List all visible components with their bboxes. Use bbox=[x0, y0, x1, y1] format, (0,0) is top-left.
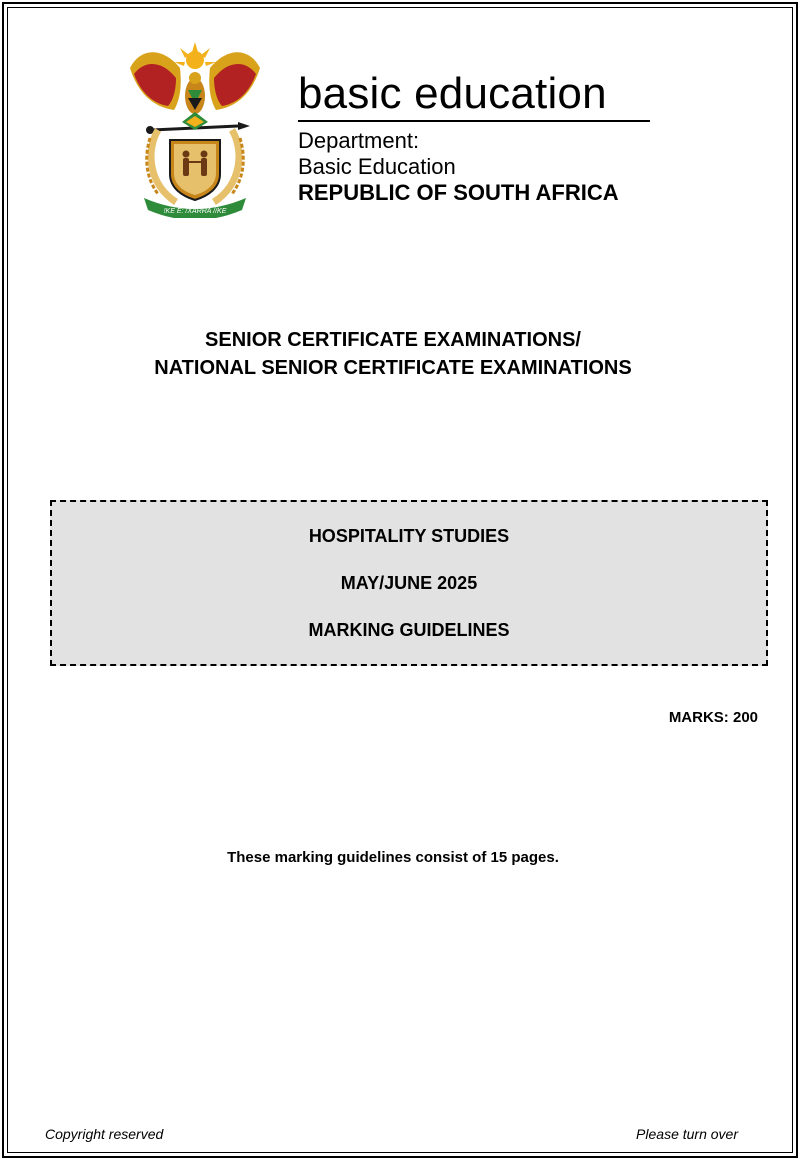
department-name: Basic Education bbox=[298, 154, 456, 179]
brand-title: basic education bbox=[298, 68, 650, 122]
exam-heading-line-2: NATIONAL SENIOR CERTIFICATE EXAMINATIONS bbox=[154, 357, 632, 379]
footer-turn-over: Please turn over bbox=[636, 1126, 738, 1142]
page-count-note: These marking guidelines consist of 15 pages. bbox=[227, 849, 559, 866]
subject-title: HOSPITALITY STUDIES bbox=[308, 526, 510, 546]
department-brand bbox=[298, 68, 653, 206]
document-type: MARKING GUIDELINES bbox=[308, 620, 510, 640]
coat-of-arms-logo bbox=[122, 38, 268, 218]
country-name: REPUBLIC OF SOUTH AFRICA bbox=[298, 180, 619, 205]
exam-heading-line-1: SENIOR CERTIFICATE EXAMINATIONS/ bbox=[205, 329, 581, 351]
exam-session: MAY/JUNE 2025 bbox=[340, 573, 478, 593]
footer-copyright: Copyright reserved bbox=[45, 1126, 164, 1142]
exam-heading bbox=[0, 326, 786, 382]
department-label: Department: bbox=[298, 128, 420, 153]
sun-icon bbox=[174, 42, 216, 69]
subject-box bbox=[50, 500, 768, 666]
marks-total: MARKS: 200 bbox=[668, 709, 758, 726]
svg-text:!KE E: /XARRA //KE: !KE E: /XARRA //KE bbox=[163, 208, 227, 215]
shield-icon bbox=[170, 140, 220, 200]
